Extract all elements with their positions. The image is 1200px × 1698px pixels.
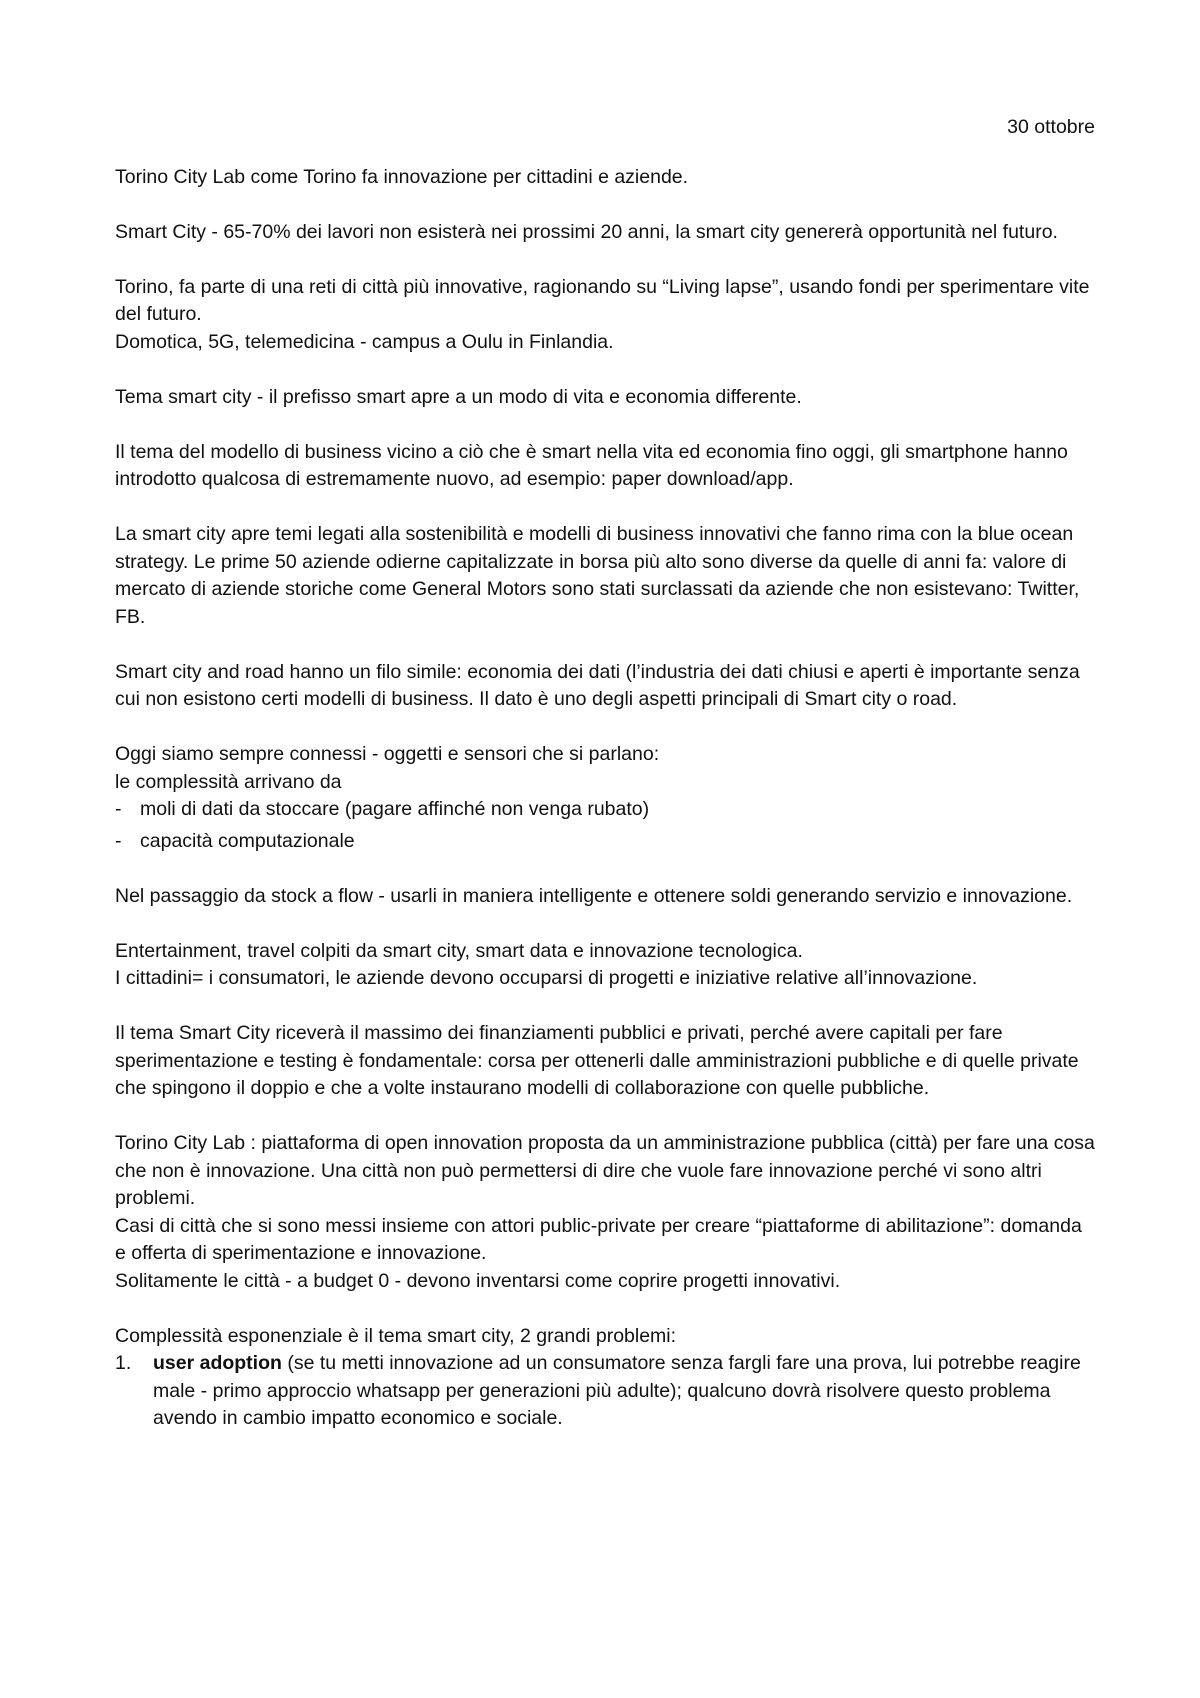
paragraph-10b: I cittadini= i consumatori, le aziende devono occuparsi di progetti e iniziative relative all’innovazione.: [115, 967, 978, 989]
problems-list: [115, 1350, 1095, 1433]
list-item: [115, 828, 1095, 856]
paragraph-7: Smart city and road hanno un filo simile: economia dei dati (l’industria dei dati chiusi e aperti è importante senza cui non esistono certi modelli di business. Il dato è uno degli aspetti principali di Smart city o road.: [115, 660, 1080, 710]
paragraph-8a: Oggi siamo sempre connessi - oggetti e sensori che si parlano:: [115, 743, 660, 765]
paragraph-13: Complessità esponenziale è il tema smart city, 2 grandi problemi:: [115, 1324, 677, 1347]
paragraph-3a: Torino, fa parte di una reti di città più innovative, ragionando su “Living lapse”, usando fondi per sperimentare vite del futuro.: [115, 275, 1090, 325]
dash-bullet: -: [115, 798, 122, 820]
paragraph-2: Smart City - 65-70% dei lavori non esisterà nei prossimi 20 anni, la smart city genererà opportunità nel futuro.: [115, 220, 1058, 243]
list-item-text: (se tu metti innovazione ad un consumatore senza fargli fare una prova, lui potrebbe reagire male - primo approccio whatsapp per generazioni più adulte); qualcuno dovrà risolvere questo problema avendo in cambio impatto economico e sociale.: [153, 1352, 1081, 1429]
list-item-text: capacità computazionale: [140, 829, 355, 852]
document-body: [115, 114, 1095, 1433]
paragraph-6: La smart city apre temi legati alla sostenibilità e modelli di business innovativi che fanno rima con la blue ocean strategy. Le prime 50 aziende odierne capitalizzate in borsa più alto sono diverse da quelle di anni fa: valore di mercato di aziende storiche come General Motors sono stati surclassati da aziende che non esistevano: Twitter, FB.: [115, 523, 1080, 628]
list-item: [115, 1350, 1095, 1433]
paragraph-4: Tema smart city - il prefisso smart apre a un modo di vita e economia differente.: [115, 385, 802, 408]
paragraph-12b: Casi di città che si sono messi insieme con attori public-private per creare “piattaforme di abilitazione”: domanda e offerta di sperimentazione e innovazione.: [115, 1214, 1082, 1264]
list-item-bold-term: user adoption: [153, 1352, 282, 1374]
list-item-text: moli di dati da stoccare (pagare affinché non venga rubato): [140, 798, 650, 820]
paragraph-8b: le complessità arrivano da: [115, 770, 342, 793]
paragraph-11: Il tema Smart City riceverà il massimo dei finanziamenti pubblici e privati, perché avere capitali per fare sperimentazione e testing è fondamentale: corsa per ottenerli dalle amministrazioni pubbliche e di quelle private che spingono il doppio e che a volte instaurano modelli di collaborazione con quelle pubbliche.: [115, 1022, 1079, 1099]
paragraph-3b: Domotica, 5G, telemedicina - campus a Oulu in Finlandia.: [115, 330, 614, 353]
dash-bullet: -: [115, 829, 122, 852]
paragraph-5: Il tema del modello di business vicino a ciò che è smart nella vita ed economia fino oggi, gli smartphone hanno introdotto qualcosa di estremamente nuovo, ad esempio: paper download/app.: [115, 440, 1068, 490]
complexity-list: [115, 796, 1095, 855]
paragraph-12c: Solitamente le città - a budget 0 - devono inventarsi come coprire progetti innovativi.: [115, 1269, 841, 1292]
paragraph-1: Torino City Lab come Torino fa innovazione per cittadini e aziende.: [115, 165, 689, 188]
list-number: 1.: [115, 1352, 132, 1374]
paragraph-10a: Entertainment, travel colpiti da smart city, smart data e innovazione tecnologica.: [115, 939, 803, 962]
paragraph-12a: Torino City Lab : piattaforma di open innovation proposta da un amministrazione pubblica (città) per fare una cosa che non è innovazione. Una città non può permettersi di dire che vuole fare innovazione perché vi sono altri problemi.: [115, 1132, 1095, 1209]
paragraph-9: Nel passaggio da stock a flow - usarli in maniera intelligente e ottenere soldi generando servizio e innovazione.: [115, 884, 1073, 907]
document-date: 30 ottobre: [1007, 116, 1095, 138]
list-item: [115, 796, 1095, 824]
